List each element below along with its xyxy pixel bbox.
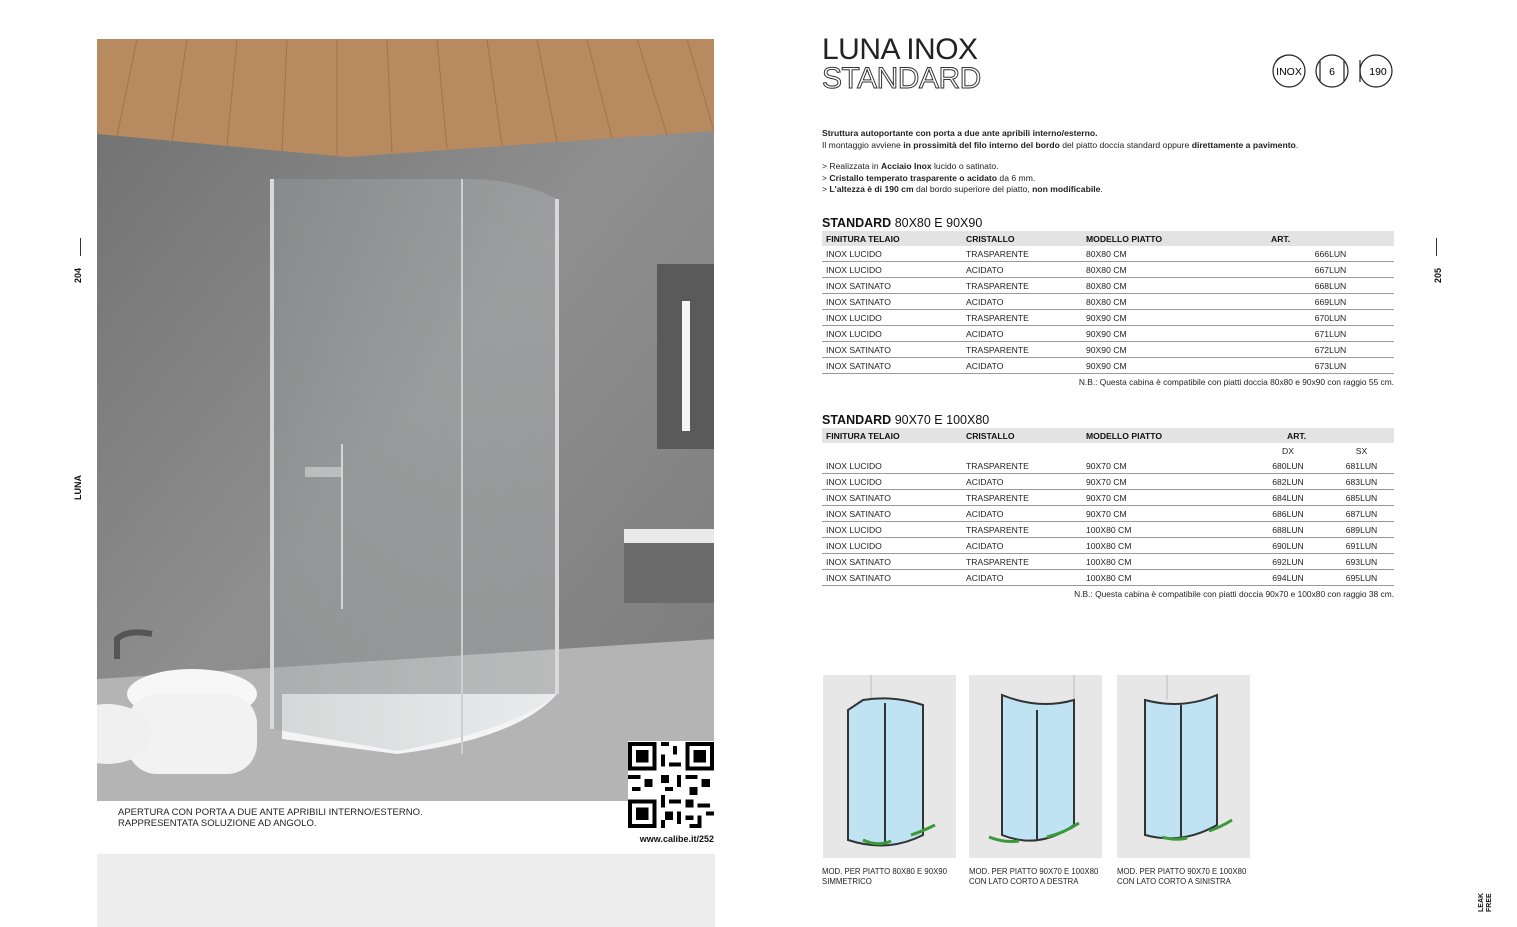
table-cell: ACIDATO bbox=[962, 570, 1082, 586]
table-cell: 688LUN bbox=[1247, 522, 1329, 538]
table1-title: STANDARD 80X80 E 90X90 bbox=[822, 216, 983, 230]
table-cell: 682LUN bbox=[1247, 474, 1329, 490]
table1-note: N.B.: Questa cabina è compatibile con piatti doccia 80x80 e 90x90 con raggio 55 cm. bbox=[1078, 377, 1394, 387]
table-cell: 90X70 CM bbox=[1082, 474, 1247, 490]
table-cell: 695LUN bbox=[1329, 570, 1394, 586]
table-cell: 671LUN bbox=[1267, 326, 1394, 342]
table-cell: TRASPARENTE bbox=[962, 458, 1082, 474]
col-cristallo: CRISTALLO bbox=[962, 231, 1082, 246]
table-cell: 100X80 CM bbox=[1082, 554, 1247, 570]
table-cell: 680LUN bbox=[1247, 458, 1329, 474]
diagram-caption: MOD. PER PIATTO 90X70 E 100X80 CON LATO CORTO A SINISTRA bbox=[1117, 867, 1247, 886]
table-row bbox=[822, 554, 1394, 570]
table-cell: 689LUN bbox=[1329, 522, 1394, 538]
page-number-right: 205 bbox=[1433, 267, 1443, 283]
caption-line: APERTURA CON PORTA A DUE ANTE APRIBILI INTERNO/ESTERNO. bbox=[118, 807, 423, 818]
diagram-right-short bbox=[969, 675, 1102, 858]
table-row bbox=[822, 294, 1394, 310]
table-cell: 80X80 CM bbox=[1082, 246, 1267, 262]
table-row bbox=[822, 538, 1394, 554]
photo-caption bbox=[118, 807, 423, 829]
table-cell: 684LUN bbox=[1247, 490, 1329, 506]
col-modello: MODELLO PIATTO bbox=[1082, 428, 1247, 443]
intro-line-1: Struttura autoportante con porta a due ante apribili interno/esterno. bbox=[822, 128, 1098, 138]
table-cell: 667LUN bbox=[1267, 262, 1394, 278]
bullet-3: > L'altezza è di 190 cm dal bordo superiore del piatto, non modificabile. bbox=[822, 184, 1103, 194]
table-cell: 80X80 CM bbox=[1082, 294, 1267, 310]
diagram-caption: MOD. PER PIATTO 80X80 E 90X90 SIMMETRICO bbox=[822, 867, 947, 886]
table-row bbox=[822, 358, 1394, 374]
intro-line-2: Il montaggio avviene in prossimità del filo interno del bordo del piatto doccia standard oppure direttamente a pavimento. bbox=[822, 139, 1299, 150]
table-row bbox=[822, 342, 1394, 358]
table-cell: 685LUN bbox=[1329, 490, 1394, 506]
table-cell: INOX SATINATO bbox=[822, 554, 962, 570]
table2 bbox=[822, 428, 1394, 586]
table-cell: TRASPARENTE bbox=[962, 490, 1082, 506]
table-row bbox=[822, 522, 1394, 538]
subcol-sx: SX bbox=[1355, 445, 1368, 456]
table-cell: TRASPARENTE bbox=[962, 342, 1082, 358]
table2-note: N.B.: Questa cabina è compatibile con piatti doccia 90x70 e 100x80 con raggio 38 cm. bbox=[1074, 589, 1394, 599]
table-cell: INOX SATINATO bbox=[822, 506, 962, 522]
diagram-left-short bbox=[1117, 675, 1250, 858]
qr-url[interactable]: www.calibe.it/252 bbox=[639, 834, 714, 844]
section-label: LUNA bbox=[73, 475, 83, 500]
table-cell: INOX SATINATO bbox=[822, 278, 962, 294]
col-cristallo: CRISTALLO bbox=[962, 428, 1082, 443]
table-cell: INOX SATINATO bbox=[822, 342, 962, 358]
intro-text bbox=[822, 128, 1402, 196]
page-number-left: 204 bbox=[73, 267, 83, 283]
table-cell: TRASPARENTE bbox=[962, 310, 1082, 326]
page-tick bbox=[80, 238, 81, 256]
table-cell: INOX LUCIDO bbox=[822, 262, 962, 278]
col-art: ART. bbox=[1267, 231, 1394, 246]
table-cell: 692LUN bbox=[1247, 554, 1329, 570]
col-finitura: FINITURA TELAIO bbox=[822, 428, 962, 443]
badge-height-text: 190 bbox=[1369, 66, 1387, 78]
bullet-2: > Cristallo temperato trasparente o acidato da 6 mm. bbox=[822, 172, 1036, 183]
table-row bbox=[822, 326, 1394, 342]
subcol-dx: DX bbox=[1282, 445, 1294, 456]
table-cell: ACIDATO bbox=[962, 474, 1082, 490]
table-cell: 687LUN bbox=[1329, 506, 1394, 522]
bullet-1: > Realizzata in Acciaio Inox lucido o satinato. bbox=[822, 161, 999, 171]
table-cell: INOX LUCIDO bbox=[822, 522, 962, 538]
table-cell: 690LUN bbox=[1247, 538, 1329, 554]
table-cell: TRASPARENTE bbox=[962, 278, 1082, 294]
table-cell: ACIDATO bbox=[962, 506, 1082, 522]
table-cell: 90X90 CM bbox=[1082, 342, 1267, 358]
col-modello: MODELLO PIATTO bbox=[1082, 231, 1267, 246]
table1-block bbox=[822, 216, 1394, 387]
table-cell: 80X80 CM bbox=[1082, 278, 1267, 294]
qr-code[interactable] bbox=[628, 741, 714, 829]
table-cell: 670LUN bbox=[1267, 310, 1394, 326]
table2-block bbox=[822, 413, 1394, 599]
table-cell: 673LUN bbox=[1267, 358, 1394, 374]
table-cell: INOX SATINATO bbox=[822, 570, 962, 586]
table-cell: INOX SATINATO bbox=[822, 358, 962, 374]
table-cell: 686LUN bbox=[1247, 506, 1329, 522]
col-finitura: FINITURA TELAIO bbox=[822, 231, 962, 246]
table-cell: 681LUN bbox=[1329, 458, 1394, 474]
diagram-caption: MOD. PER PIATTO 90X70 E 100X80 CON LATO CORTO A DESTRA bbox=[969, 867, 1099, 886]
shower-photo bbox=[97, 39, 714, 801]
table-row bbox=[822, 246, 1394, 262]
table-cell: TRASPARENTE bbox=[962, 246, 1082, 262]
diagram-symmetric bbox=[823, 675, 956, 858]
table-row bbox=[822, 506, 1394, 522]
table-cell: ACIDATO bbox=[962, 262, 1082, 278]
table2-title: STANDARD 90X70 E 100X80 bbox=[822, 413, 990, 427]
table-cell: INOX SATINATO bbox=[822, 490, 962, 506]
table-cell: INOX LUCIDO bbox=[822, 326, 962, 342]
badge-inox-text: INOX bbox=[1276, 66, 1302, 78]
table-cell: 90X90 CM bbox=[1082, 310, 1267, 326]
table-cell: INOX LUCIDO bbox=[822, 458, 962, 474]
feature-badges bbox=[1270, 52, 1395, 90]
table-row bbox=[822, 458, 1394, 474]
table-cell: ACIDATO bbox=[962, 326, 1082, 342]
badge-thickness-text: 6 bbox=[1329, 66, 1335, 78]
table-row bbox=[822, 310, 1394, 326]
table-cell: 90X70 CM bbox=[1082, 506, 1247, 522]
table-row bbox=[822, 474, 1394, 490]
table-row bbox=[822, 262, 1394, 278]
table-cell: 90X70 CM bbox=[1082, 490, 1247, 506]
table-cell: INOX LUCIDO bbox=[822, 474, 962, 490]
table-cell: 669LUN bbox=[1267, 294, 1394, 310]
table1 bbox=[822, 231, 1394, 374]
table-cell: ACIDATO bbox=[962, 538, 1082, 554]
table-cell: 666LUN bbox=[1267, 246, 1394, 262]
table-row bbox=[822, 278, 1394, 294]
table-cell: 100X80 CM bbox=[1082, 570, 1247, 586]
table-cell: 694LUN bbox=[1247, 570, 1329, 586]
table-cell: 668LUN bbox=[1267, 278, 1394, 294]
table-cell: ACIDATO bbox=[962, 358, 1082, 374]
table-cell: INOX LUCIDO bbox=[822, 246, 962, 262]
leak-free-label: LEAK FREE bbox=[1478, 892, 1493, 912]
table-cell: 100X80 CM bbox=[1082, 538, 1247, 554]
table-cell: 100X80 CM bbox=[1082, 522, 1247, 538]
table-cell: 672LUN bbox=[1267, 342, 1394, 358]
table-cell: 683LUN bbox=[1329, 474, 1394, 490]
table-cell: INOX LUCIDO bbox=[822, 310, 962, 326]
table-row bbox=[822, 570, 1394, 586]
page-subtitle: STANDARD bbox=[822, 62, 981, 95]
table-cell: 90X90 CM bbox=[1082, 326, 1267, 342]
footer-band bbox=[97, 854, 715, 927]
table-cell: INOX LUCIDO bbox=[822, 538, 962, 554]
caption-line: RAPPRESENTATA SOLUZIONE AD ANGOLO. bbox=[118, 818, 317, 829]
table-cell: INOX SATINATO bbox=[822, 294, 962, 310]
table-cell: ACIDATO bbox=[962, 294, 1082, 310]
table-cell: 90X90 CM bbox=[1082, 358, 1267, 374]
page-tick bbox=[1436, 238, 1437, 256]
table-cell: 90X70 CM bbox=[1082, 458, 1247, 474]
page-title: LUNA INOX bbox=[822, 33, 978, 66]
col-art: ART. bbox=[1247, 428, 1394, 443]
table-row bbox=[822, 490, 1394, 506]
table-cell: 693LUN bbox=[1329, 554, 1394, 570]
table-cell: TRASPARENTE bbox=[962, 554, 1082, 570]
table-cell: 691LUN bbox=[1329, 538, 1394, 554]
table-cell: TRASPARENTE bbox=[962, 522, 1082, 538]
table-cell: 80X80 CM bbox=[1082, 262, 1267, 278]
